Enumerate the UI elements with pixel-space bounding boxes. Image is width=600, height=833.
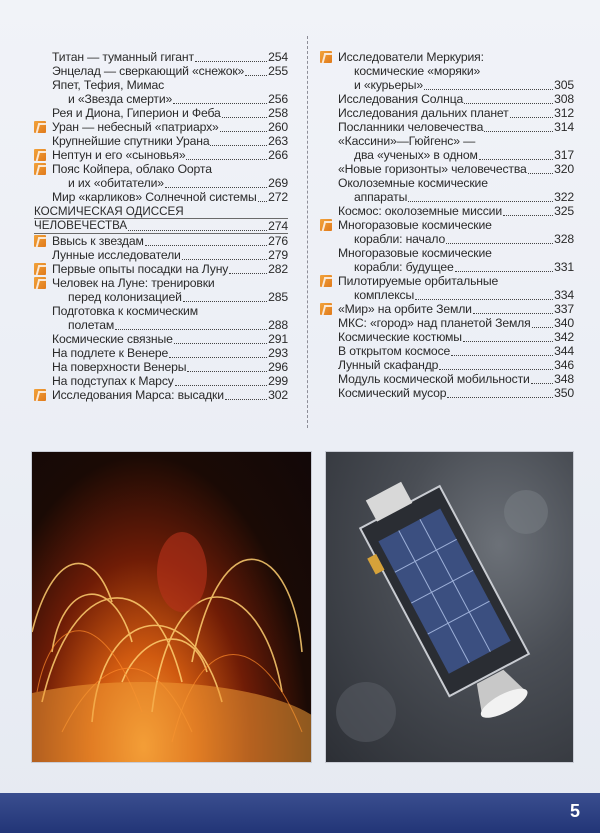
toc-entry-title: Лунные исследователи [52,248,181,262]
toc-entry-title: ЧЕЛОВЕЧЕСТВА [34,219,128,232]
dot-leader [115,318,267,330]
toc-page-number: 269 [268,176,288,190]
toc-page-number: 285 [268,290,288,304]
toc-page-number: 276 [268,234,288,248]
toc-entry [34,332,288,346]
toc-entry-title: «Мир» на орбите Земли [338,302,472,316]
toc-left-column [34,50,288,402]
toc-page-number: 334 [554,288,574,302]
toc-entry [320,120,574,134]
dot-leader [175,374,267,386]
toc-page-number: 344 [554,344,574,358]
toc-entry [320,344,574,358]
toc-entry [320,204,574,218]
spacecraft-photo [325,451,574,763]
dot-leader [165,176,267,188]
dot-leader [173,92,267,104]
toc-page-number: 350 [554,386,574,400]
toc-entry [34,346,288,360]
toc-entry [320,50,574,92]
toc-page-number: 322 [554,190,574,204]
toc-entry-title: На подлете к Венере [52,346,169,360]
dot-leader [195,50,267,62]
dot-leader [455,260,554,272]
toc-entry-title: Уран — небесный «патриарх» [52,120,219,134]
dot-leader [503,204,553,216]
dot-leader [424,78,553,90]
toc-entry-title: МКС: «город» над планетой Земля [338,316,531,330]
chapter-marker-icon [34,263,46,275]
toc-page-number: 256 [268,92,288,106]
toc-entry [34,64,288,78]
toc-entry-title: Модуль космической мобильности [338,372,530,386]
toc-page-number: 314 [554,120,574,134]
toc-page-number: 293 [268,346,288,360]
dot-leader [439,358,553,370]
toc-entry [34,304,288,332]
dot-leader [182,248,267,260]
toc-page-number: 308 [554,92,574,106]
chapter-marker-icon [34,235,46,247]
chapter-marker-icon [34,163,46,175]
page-footer-bar [0,793,600,833]
dot-leader [451,344,553,356]
dot-leader [222,106,267,118]
toc-entry-title: корабли: начало [354,232,446,246]
toc-entry-title: Исследователи Меркурия: [338,50,484,64]
toc-page-number: 260 [268,120,288,134]
toc-entry-title: Пояс Койпера, облако Оорта [52,162,212,176]
dot-leader [528,162,553,174]
toc-entry-title: космические «моряки» [354,64,481,78]
toc-entry-title: комплексы [354,288,415,302]
dot-leader [510,106,554,118]
dot-leader [479,148,553,160]
dot-leader [473,302,553,314]
toc-entry [34,120,288,134]
toc-entry [320,92,574,106]
toc-entry [34,374,288,388]
page-number: 5 [569,801,580,821]
dot-leader [169,346,267,358]
toc-entry-title: Нептун и его «сыновья» [52,148,186,162]
toc-entry-title: Космические костюмы [338,330,462,344]
toc-entry-title: и «курьеры» [354,78,423,92]
toc-entry-title: Пилотируемые орбитальные [338,274,499,288]
toc-entry-title: Посланники человечества [338,120,484,134]
toc-entry [320,246,574,274]
toc-right-column [320,50,574,400]
dot-leader [186,148,267,160]
toc-entry-title: Ввысь к звездам [52,234,144,248]
toc-entry-title: Космос: околоземные миссии [338,204,502,218]
toc-entry [320,162,574,176]
toc-page-number: 320 [554,162,574,176]
toc-entry [320,176,574,204]
dot-leader [210,134,267,146]
toc-entry-title: На поверхности Венеры [52,360,187,374]
toc-page-number: 291 [268,332,288,346]
chapter-marker-icon [320,303,332,315]
toc-entry-title: Исследования дальних планет [338,106,509,120]
toc-entry [34,262,288,276]
chapter-marker-icon [34,277,46,289]
toc-page-number: 305 [554,78,574,92]
toc-entry-title: Околоземные космические [338,176,488,190]
dot-leader [220,120,267,132]
toc-page-number: 325 [554,204,574,218]
toc-section-heading [34,204,288,234]
toc-entry-title: Рея и Диона, Гиперион и Феба [52,106,221,120]
toc-entry-title: Исследования Солнца [338,92,464,106]
toc-page-number: 282 [268,262,288,276]
toc-entry-title: Подготовка к космическим [52,304,198,318]
dot-leader [183,290,267,302]
dot-leader [145,234,267,246]
toc-entry [34,360,288,374]
toc-entry-title: Первые опыты посадки на Луну [52,262,229,276]
toc-entry [320,134,574,162]
dot-leader [447,386,553,398]
dot-leader [187,360,267,372]
toc-entry-title: Исследования Марса: высадки [52,388,224,402]
dot-leader [415,288,553,300]
toc-entry-title: В открытом космосе [338,344,451,358]
dot-leader [245,64,267,76]
toc-entry [320,106,574,120]
toc-entry [34,106,288,120]
dot-leader [174,332,267,344]
toc-page-number: 331 [554,260,574,274]
toc-entry-title: корабли: будущее [354,260,454,274]
toc-entry-title: «Кассини»—Гюйгенс» — [338,134,476,148]
toc-page-number: 266 [268,148,288,162]
toc-entry-title: и их «обитатели» [68,176,164,190]
chapter-marker-icon [320,51,332,63]
column-divider [307,36,308,428]
dot-leader [258,190,268,202]
dot-leader [532,316,554,328]
toc-page-number: 254 [268,50,288,64]
toc-entry-title: Крупнейшие спутники Урана [52,134,210,148]
dot-leader [463,330,553,342]
dot-leader [484,120,553,132]
toc-entry-title: На подступах к Марсу [52,374,174,388]
toc-page-number: 342 [554,330,574,344]
toc-entry-title: два «ученых» в одном [354,148,478,162]
toc-page-number: 337 [554,302,574,316]
toc-page-number: 317 [554,148,574,162]
dot-leader [225,388,267,400]
dot-leader [464,92,553,104]
toc-entry [320,330,574,344]
toc-page-number: 346 [554,358,574,372]
toc-page-number: 296 [268,360,288,374]
toc-page-number: 312 [554,106,574,120]
toc-entry-title: аппараты [354,190,408,204]
chapter-marker-icon [34,149,46,161]
toc-page-number: 279 [268,248,288,262]
toc-page-number: 299 [268,374,288,388]
toc-entry [320,372,574,386]
toc-entry [34,234,288,248]
toc-entry-title: Мир «карликов» Солнечной системы [52,190,257,204]
toc-entry [34,50,288,64]
toc-page-number: 263 [268,134,288,148]
toc-page-number: 348 [554,372,574,386]
dot-leader [128,219,267,231]
toc-page-number: 272 [268,190,288,204]
toc-entry [320,218,574,246]
dot-leader [229,262,267,274]
toc-entry-title: Человек на Луне: тренировки [52,276,215,290]
toc-entry [34,134,288,148]
toc-entry [320,316,574,330]
toc-page-number: 288 [268,318,288,332]
chapter-marker-icon [34,121,46,133]
toc-page-number: 302 [268,388,288,402]
toc-entry [320,274,574,302]
toc-entry [34,162,288,190]
toc-entry-title: и «Звезда смерти» [68,92,173,106]
toc-entry-title: Титан — туманный гигант [52,50,194,64]
chapter-marker-icon [320,275,332,287]
toc-entry [34,388,288,402]
toc-entry [320,386,574,400]
toc-entry [34,276,288,304]
toc-page-number: 340 [554,316,574,330]
toc-entry-title: «Новые горизонты» человечества [338,162,527,176]
toc-entry [320,302,574,316]
chapter-marker-icon [320,219,332,231]
toc-entry-title: полетам [68,318,115,332]
toc-page-number: 274 [268,219,288,233]
toc-entry-title: Космический мусор [338,386,447,400]
toc-entry-title: Многоразовые космические [338,218,492,232]
toc-entry-title: Энцелад — сверкающий «снежок» [52,64,245,78]
chapter-marker-icon [34,389,46,401]
solar-flare-photo [31,451,312,763]
dot-leader [531,372,553,384]
toc-entry-title: Лунный скафандр [338,358,439,372]
toc-entry [34,78,288,106]
toc-entry-title: КОСМИЧЕСКАЯ ОДИССЕЯ [34,205,184,218]
toc-entry-title: Япет, Тефия, Мимас [52,78,165,92]
toc-entry [320,358,574,372]
dot-leader [408,190,553,202]
toc-entry [34,148,288,162]
toc-page-number: 255 [268,64,288,78]
toc-page-number: 328 [554,232,574,246]
toc-entry-title: Космические связные [52,332,173,346]
toc-page-number: 258 [268,106,288,120]
toc-entry [34,190,288,204]
toc-entry [34,248,288,262]
dot-leader [446,232,553,244]
toc-entry-title: перед колонизацией [68,290,182,304]
toc-entry-title: Многоразовые космические [338,246,492,260]
